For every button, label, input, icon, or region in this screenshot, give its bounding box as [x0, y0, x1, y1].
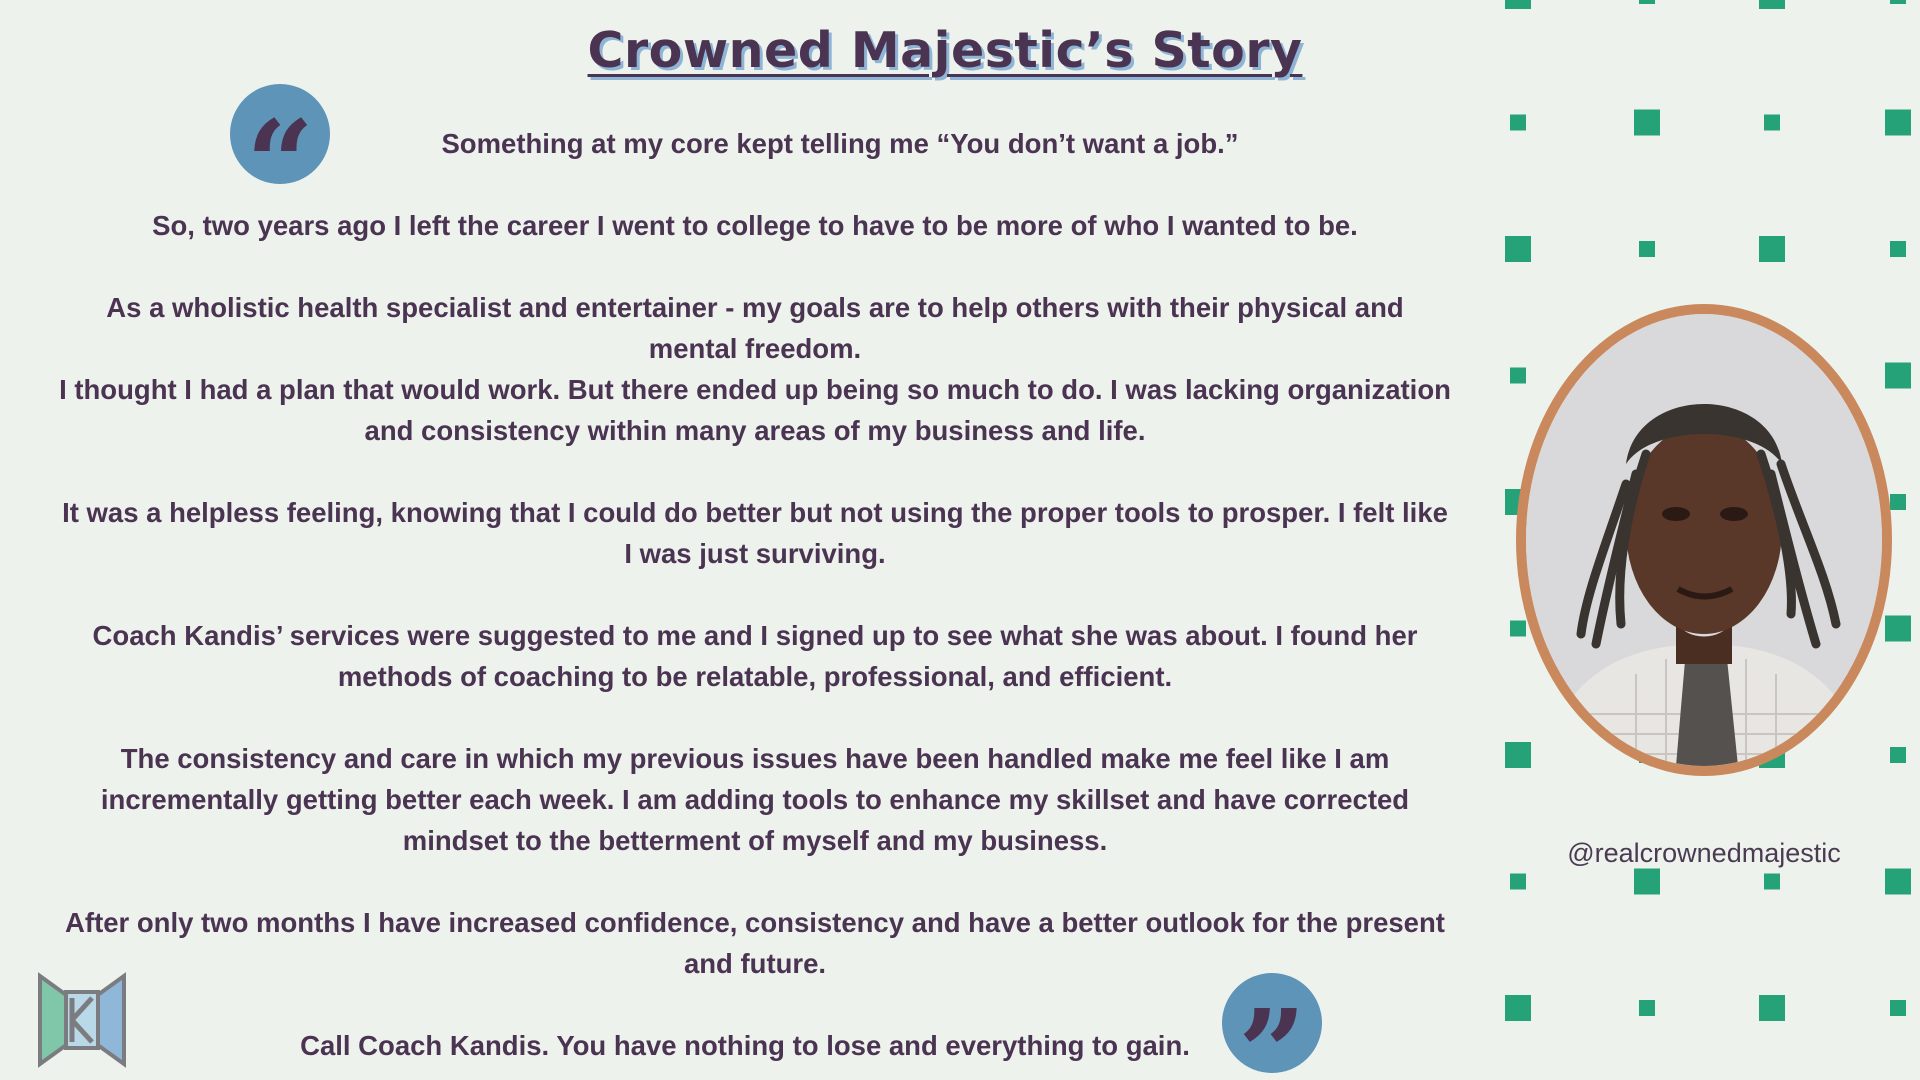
decorative-dot [1639, 241, 1655, 257]
decorative-dot [1510, 874, 1526, 890]
story-paragraph-7: After only two months I have increased confidence, consistency and have a better outlook for the present and future. [65, 907, 1445, 979]
kn-logo-icon [36, 972, 128, 1068]
decorative-dot [1639, 1000, 1655, 1016]
decorative-dot [1634, 869, 1660, 895]
story-paragraph-2: As a wholistic health specialist and entertainer - my goals are to help others with their physical and mental freedom. [106, 292, 1404, 364]
decorative-dot [1510, 621, 1526, 637]
story-paragraph-4: It was a helpless feeling, knowing that I could do better but not using the proper tools to prosper. I felt like I was just surviving. [62, 497, 1448, 569]
story-paragraph-5: Coach Kandis’ services were suggested to me and I signed up to see what she was about. I found her methods of coaching to be relatable, professional, and efficient. [92, 620, 1418, 692]
decorative-dot [1890, 1000, 1906, 1016]
avatar [1526, 314, 1882, 766]
decorative-dot [1885, 110, 1911, 136]
open-quote-icon: “ [230, 84, 330, 184]
story-paragraph-1: So, two years ago I left the career I went to college to have to be more of who I wanted to be. [152, 210, 1358, 241]
closing-line: Call Coach Kandis. You have nothing to lose and everything to gain. [300, 1030, 1190, 1061]
decorative-dot [1759, 995, 1785, 1021]
social-handle: @realcrownedmajestic [1567, 838, 1841, 868]
decorative-dot [1764, 115, 1780, 131]
testimonial-text [55, 123, 1455, 1080]
decorative-dot [1759, 0, 1785, 9]
decorative-dot [1505, 0, 1531, 9]
opening-line: Something at my core kept telling me “You don’t want a job.” [441, 128, 1239, 159]
decorative-dot [1890, 494, 1906, 510]
decorative-dot [1505, 995, 1531, 1021]
decorative-dot [1890, 241, 1906, 257]
decorative-dot [1764, 874, 1780, 890]
decorative-dot [1510, 115, 1526, 131]
decorative-dot [1759, 236, 1785, 262]
decorative-dot [1885, 616, 1911, 642]
decorative-dot [1890, 0, 1906, 4]
portrait-frame [1516, 304, 1892, 776]
decorative-dot [1885, 869, 1911, 895]
story-paragraph-3: I thought I had a plan that would work. But there ended up being so much to do. I was lacking organization and consistency within many areas of my business and life. [59, 374, 1451, 446]
decorative-dot [1639, 0, 1655, 4]
decorative-dot [1634, 110, 1660, 136]
decorative-dot [1890, 747, 1906, 763]
decorative-dot [1885, 363, 1911, 389]
decorative-dot [1510, 368, 1526, 384]
story-paragraph-6: The consistency and care in which my previous issues have been handled make me feel like I am incrementally getting better each week. I am adding tools to enhance my skillset and have corrected mindset to the betterment of myself and my business. [100, 743, 1410, 856]
decorative-dot [1505, 236, 1531, 262]
decorative-dot [1505, 742, 1531, 768]
page-title: Crowned Majestic’s Story [587, 22, 1303, 79]
close-quote-icon: ” [1222, 973, 1322, 1073]
